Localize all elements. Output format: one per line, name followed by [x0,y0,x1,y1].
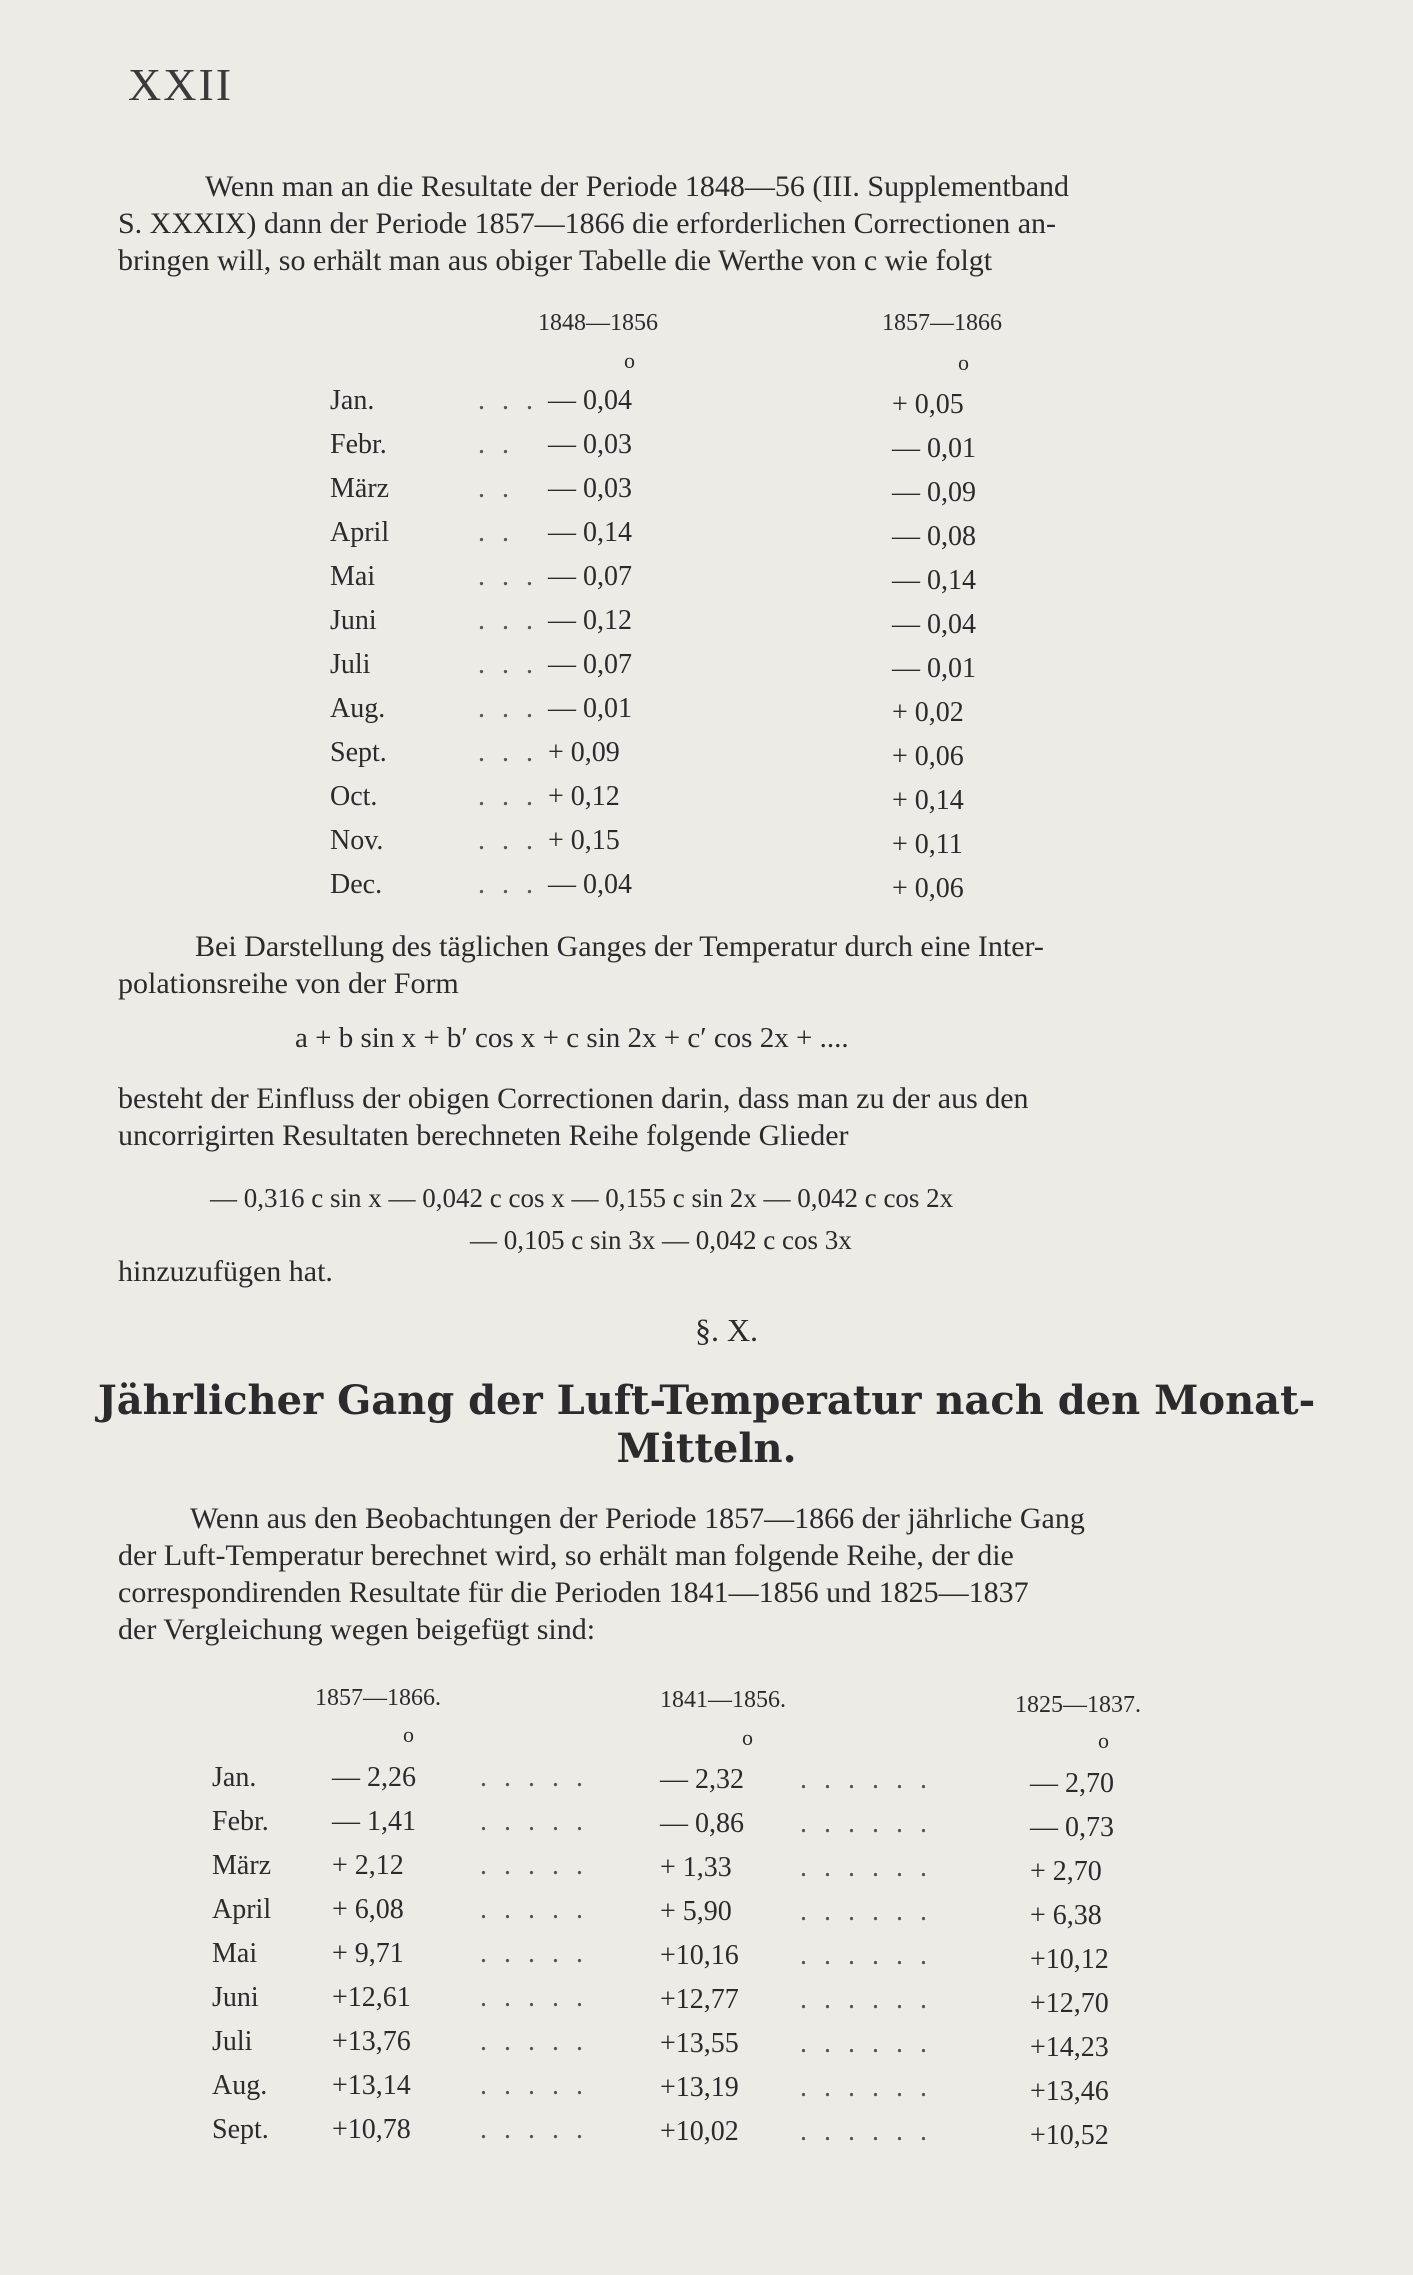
section-mark: §. X. [694,1312,759,1348]
table2-row-value-1857: — 2,26 [332,1762,416,1793]
table2-row-value-1857: + 9,71 [332,1938,404,1969]
para2-line-2: polationsreihe von der Form [118,967,459,1000]
para3-line-2: uncorrigirten Resultaten berechneten Reihe folgende Glieder [118,1119,849,1152]
table1-row-dots: . . . [478,693,538,724]
table2-row-value-1857: — 1,41 [332,1806,416,1837]
table2-row-dots-b: . . . . . . [800,2116,932,2147]
table2-row-value-1841: — 0,86 [660,1808,744,1839]
table1-row-value-1848: — 0,07 [548,649,632,680]
section-title-line-2: Mitteln. [616,1425,797,1472]
table2-row-dots-b: . . . . . . [800,2072,932,2103]
table2-row-dots-a: . . . . . [480,1806,588,1837]
table2-row-value-1841: +13,55 [660,2028,739,2059]
table1-row-month: Aug. [330,693,386,724]
para5-line-2: der Luft-Temperatur berechnet wird, so erhält man folgende Reihe, der die [118,1539,1014,1572]
table1-row-month: Sept. [330,737,387,768]
table2-row-dots-a: . . . . . [480,2114,588,2145]
table1-row-value-1848: — 0,07 [548,561,632,592]
table2-row-value-1825: +10,12 [1030,1944,1109,1975]
table2-row-dots-a: . . . . . [480,2070,588,2101]
table2-row-month: April [212,1894,272,1925]
table2-row-value-1857: +13,76 [332,2026,411,2057]
para3-line-1: besteht der Einfluss der obigen Correctionen darin, dass man zu der aus den [118,1082,1029,1115]
table2-row-value-1857: +12,61 [332,1982,411,2013]
table2-row-value-1825: +10,52 [1030,2120,1109,2151]
table2-row-dots-a: . . . . . [480,1850,588,1881]
table2-row-dots-b: . . . . . . [800,1940,932,1971]
table2-row-value-1825: + 2,70 [1030,1856,1102,1887]
table1-header-1: 1848—1856 [538,310,658,336]
table1-row-value-1857: — 0,14 [892,565,976,596]
table2-row-dots-b: . . . . . . [800,1808,932,1839]
table1-row-value-1848: + 0,15 [548,825,620,856]
intro-line-3: bringen will, so erhält man aus obiger Tabelle die Werthe von c wie folgt [118,244,993,277]
table1-row-month: Dec. [330,869,383,900]
table1-row-value-1857: — 0,01 [892,653,976,684]
table2-row-month: Juni [212,1982,259,2013]
table2-header-3: 1825—1837. [1015,1692,1141,1718]
intro-line-1: Wenn man an die Resultate der Periode 1848—56 (III. Supplementband [205,170,1070,203]
table2-degree-3: o [1098,1728,1109,1753]
table1-row-value-1848: — 0,12 [548,605,632,636]
table1-row-value-1857: — 0,09 [892,477,976,508]
table2-row-value-1841: + 5,90 [660,1896,732,1927]
para5-line-3: correspondirenden Resultate für die Perioden 1841—1856 und 1825—1837 [118,1576,1029,1609]
table2-row-dots-a: . . . . . [480,1938,588,1969]
table1-row-month: Mai [330,561,376,592]
table1-row-month: März [330,473,390,504]
table1-row-value-1857: + 0,05 [892,389,964,420]
table1-row-month: Febr. [330,429,387,460]
table1-row-month: Jan. [330,385,375,416]
table2-row-value-1857: +13,14 [332,2070,411,2101]
table2-row-dots-b: . . . . . . [800,1764,932,1795]
formula-correction-1: — 0,316 c sin x — 0,042 c cos x — 0,155 c sin 2x — 0,042 c cos 2x [210,1183,954,1213]
intro-line-2: S. XXXIX) dann der Periode 1857—1866 die erforderlichen Correctionen an- [118,207,1057,240]
para5-line-4: der Vergleichung wegen beigefügt sind: [118,1613,596,1646]
table2-row-dots-b: . . . . . . [800,1852,932,1883]
table1-row-dots: . . [478,517,514,548]
table2-row-value-1857: + 2,12 [332,1850,404,1881]
table2-row-month: Aug. [212,2070,268,2101]
table1-row-value-1848: — 0,04 [548,869,632,900]
formula-series: a + b sin x + b′ cos x + c sin 2x + c′ cos 2x + .... [295,1022,849,1054]
table1-row-value-1857: — 0,08 [892,521,976,552]
page-number: XXII [128,59,234,110]
table1-row-value-1857: — 0,04 [892,609,976,640]
para5-line-1: Wenn aus den Beobachtungen der Periode 1857—1866 der jährliche Gang [190,1502,1085,1535]
table1-row-value-1857: + 0,06 [892,873,964,904]
table2-row-value-1857: +10,78 [332,2114,411,2145]
table2-row-month: Sept. [212,2114,269,2145]
table1-row-dots: . . [478,473,514,504]
table2-row-value-1841: — 2,32 [660,1764,744,1795]
table1-row-value-1848: + 0,12 [548,781,620,812]
table2-header-1: 1857—1866. [315,1685,441,1711]
para2-line-1: Bei Darstellung des täglichen Ganges der Temperatur durch eine Inter- [195,930,1044,963]
table1-row-value-1848: + 0,09 [548,737,620,768]
section-title-line-1: Jährlicher Gang der Luft-Temperatur nach den Monat- [97,1377,1316,1424]
table2-row-value-1825: +12,70 [1030,1988,1109,2019]
table1-row-value-1848: — 0,01 [548,693,632,724]
table1-row-dots: . . . [478,385,538,416]
table2-row-value-1857: + 6,08 [332,1894,404,1925]
table1-row-dots: . . . [478,561,538,592]
table2-row-value-1841: +10,16 [660,1940,739,1971]
table1-row-dots: . . . [478,781,538,812]
table1-row-month: Nov. [330,825,384,856]
table1-degree-1: o [624,348,635,373]
table1-row-month: Juni [330,605,377,636]
table2-row-month: Juli [212,2026,253,2057]
table2-row-value-1825: + 6,38 [1030,1900,1102,1931]
table1-row-dots: . . . [478,649,538,680]
table1-row-dots: . . . [478,605,538,636]
table2-degree-1: o [403,1722,414,1747]
table1-row-dots: . . . [478,737,538,768]
table2-row-dots-b: . . . . . . [800,1896,932,1927]
table1-row-value-1857: + 0,14 [892,785,964,816]
table2-row-value-1825: +14,23 [1030,2032,1109,2063]
table1-row-value-1848: — 0,04 [548,385,632,416]
table2-row-dots-b: . . . . . . [800,1984,932,2015]
table1-row-value-1857: + 0,11 [892,829,963,860]
table2-row-dots-b: . . . . . . [800,2028,932,2059]
table2-row-value-1841: +10,02 [660,2116,739,2147]
table1-row-dots: . . . [478,825,538,856]
table1-row-value-1857: — 0,01 [892,433,976,464]
table2-row-month: Mai [212,1938,258,1969]
table2-row-dots-a: . . . . . [480,2026,588,2057]
table1-row-value-1857: + 0,06 [892,741,964,772]
table1-row-dots: . . . [478,869,538,900]
table1-degree-2: o [958,350,969,375]
table1-row-month: Juli [330,649,371,680]
table1-header-2: 1857—1866 [882,310,1002,336]
table1-row-value-1848: — 0,03 [548,429,632,460]
table1-row-dots: . . [478,429,514,460]
table2-degree-2: o [742,1725,753,1750]
table2-row-month: Jan. [212,1762,257,1793]
table2-row-value-1825: — 2,70 [1030,1768,1114,1799]
table2-row-value-1841: + 1,33 [660,1852,732,1883]
table1-row-value-1848: — 0,14 [548,517,632,548]
table2-header-2: 1841—1856. [660,1687,786,1713]
table1-row-value-1848: — 0,03 [548,473,632,504]
table1-row-month: Oct. [330,781,378,812]
table2-row-dots-a: . . . . . [480,1982,588,2013]
formula-correction-2: — 0,105 c sin 3x — 0,042 c cos 3x [470,1225,852,1255]
table2-row-value-1841: +12,77 [660,1984,739,2015]
table2-row-month: März [212,1850,272,1881]
table2-row-dots-a: . . . . . [480,1762,588,1793]
table2-row-value-1841: +13,19 [660,2072,739,2103]
table1-row-value-1857: + 0,02 [892,697,964,728]
table2-row-month: Febr. [212,1806,269,1837]
table2-row-dots-a: . . . . . [480,1894,588,1925]
table2-row-value-1825: +13,46 [1030,2076,1109,2107]
para4: hinzuzufügen hat. [118,1255,333,1288]
table1-row-month: April [330,517,390,548]
table2-row-value-1825: — 0,73 [1030,1812,1114,1843]
